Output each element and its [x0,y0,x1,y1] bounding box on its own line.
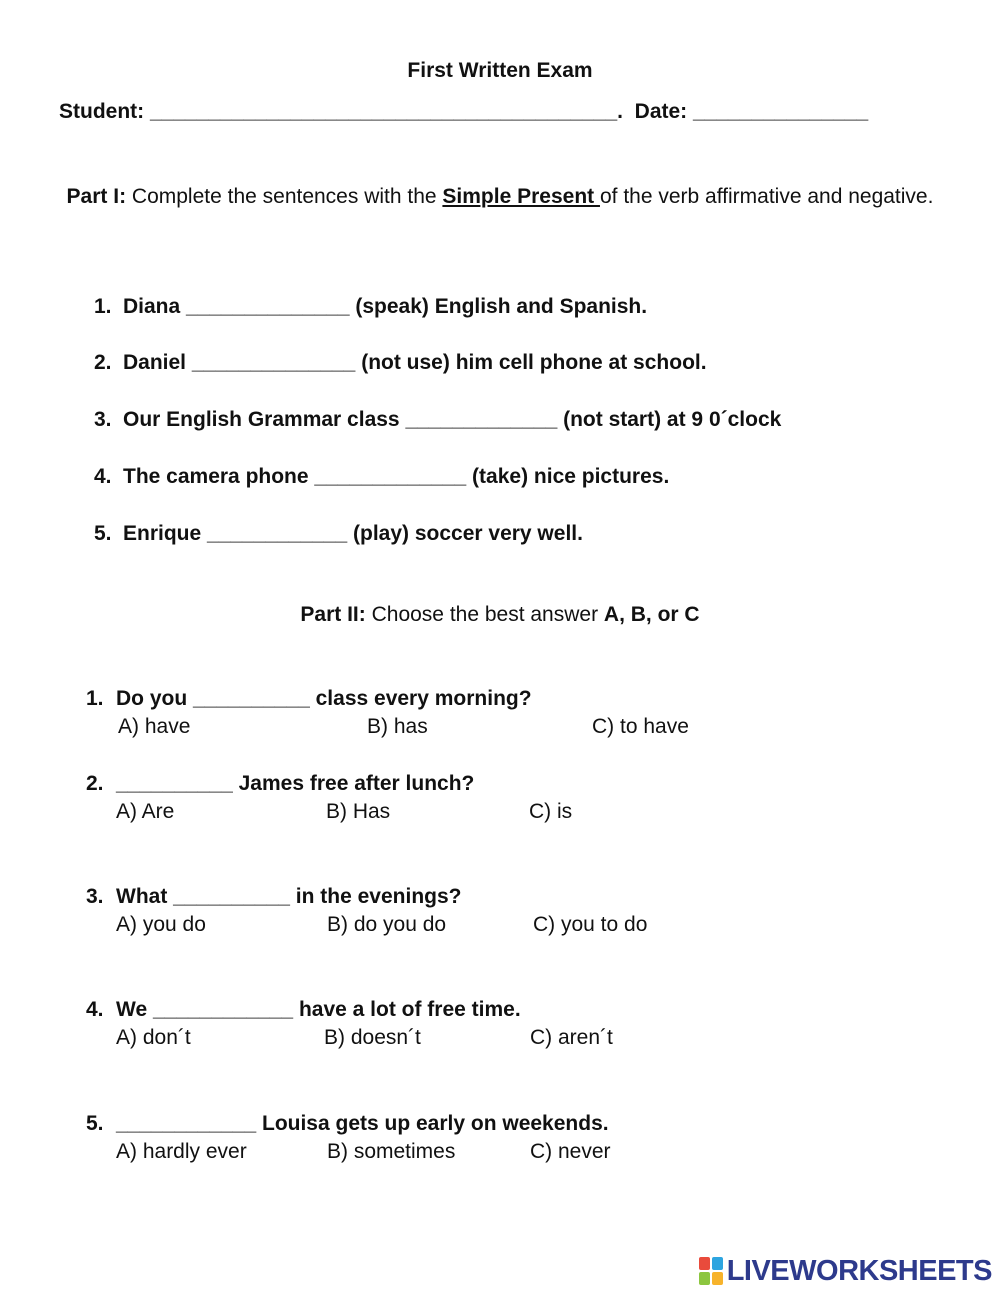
question-text: Our English Grammar class _____________ (not start) at 9 0´clock [123,408,782,431]
question-number: 2. [86,772,104,795]
part1-instruction-before: Complete the sentences with the [126,185,443,208]
answer-option-a[interactable]: A) hardly ever [116,1140,247,1163]
part2-question-4 [86,998,521,1022]
logo-square-i [712,1257,723,1270]
logo-text: LIVEWORKSHEETS [726,1254,992,1287]
logo-square-l [699,1257,710,1270]
part2-question-2 [86,772,474,796]
logo-square-e [712,1272,723,1285]
question-text: Do you __________ class every morning? [116,687,532,710]
part1-question-4 [94,465,669,489]
answer-option-c[interactable]: C) is [529,800,573,823]
answer-option-a[interactable]: A) don´t [116,1026,191,1049]
part1-label: Part I: [66,185,127,208]
question-text: What __________ in the evenings? [116,885,462,908]
part1-instruction-after: of the verb affirmative and negative. [599,185,934,208]
answer-option-a[interactable]: A) have [118,715,191,738]
part2-question-5 [86,1112,609,1136]
part1-instruction-emphasis: Simple Present [442,185,600,208]
exam-title: First Written Exam [407,59,593,82]
answer-option-a[interactable]: A) Are [116,800,175,823]
part1-instructions [60,183,940,211]
answer-option-c[interactable]: C) you to do [533,913,648,936]
answer-option-b[interactable]: B) Has [326,800,391,823]
part1-question-5 [94,522,583,546]
question-number: 5. [94,522,112,545]
question-text: The camera phone _____________ (take) nice pictures. [123,465,670,488]
answer-option-c[interactable]: C) to have [592,715,689,738]
question-text: __________ James free after lunch? [116,772,475,795]
question-text: Diana ______________ (speak) English and Spanish. [123,295,648,318]
question-text: Enrique ____________ (play) soccer very well. [123,522,583,545]
liveworksheets-logo [699,1256,992,1286]
part2-instructions [0,603,1000,627]
part2-choices-label: A, B, or C [603,603,700,626]
question-number: 1. [86,687,104,710]
question-number: 3. [86,885,104,908]
question-number: 4. [94,465,112,488]
part1-question-2 [94,351,707,375]
answer-option-b[interactable]: B) do you do [327,913,447,936]
question-text: Daniel ______________ (not use) him cell phone at school. [123,351,707,374]
part2-question-3 [86,885,461,909]
answer-option-b[interactable]: B) sometimes [327,1140,456,1163]
logo-mark-icon [699,1257,723,1285]
answer-option-b[interactable]: B) has [367,715,428,738]
question-number: 2. [94,351,112,374]
answer-option-b[interactable]: B) doesn´t [324,1026,421,1049]
answer-option-c[interactable]: C) aren´t [530,1026,613,1049]
question-text: We ____________ have a lot of free time. [116,998,521,1021]
answer-option-c[interactable]: C) never [530,1140,611,1163]
answer-option-a[interactable]: A) you do [116,913,206,936]
question-number: 4. [86,998,104,1021]
logo-square-v [699,1272,710,1285]
part1-question-3 [94,408,781,432]
part2-label: Part II: [300,603,366,626]
part1-question-1 [94,295,647,319]
question-number: 5. [86,1112,104,1135]
student-date-line: Student: ________________________________________. Date: _______________ [59,100,869,123]
question-number: 1. [94,295,112,318]
part2-question-1 [86,687,532,711]
question-number: 3. [94,408,112,431]
part2-instruction: Choose the best answer [365,603,604,626]
question-text: ____________ Louisa gets up early on weekends. [116,1112,609,1135]
